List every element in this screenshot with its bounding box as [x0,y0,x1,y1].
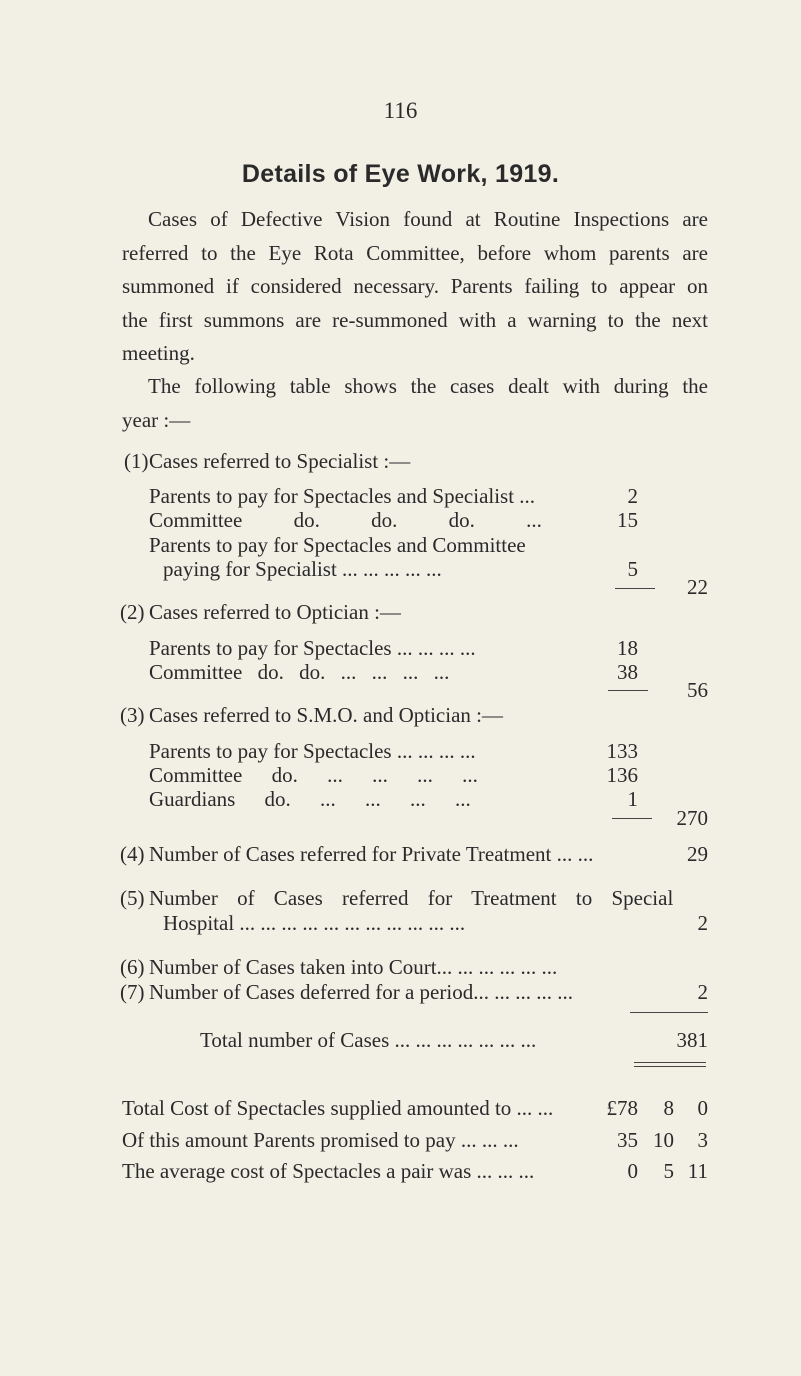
section-1-row-label: paying for Specialist ... ... ... ... ... [163,557,442,581]
cost-pence: 3 [697,1128,708,1152]
section-1-row-value: 2 [627,484,638,508]
intro-line: referred to the Eye Rota Committee, before whom parents are [122,240,708,265]
section-2-marker: (2) [120,600,145,624]
section-3-heading: Cases referred to S.M.O. and Optician :— [149,703,503,727]
section-3-row-value: 1 [627,787,638,811]
total-label: Total number of Cases ... ... ... ... ... ... ... [200,1028,537,1052]
table-intro-line: year :— [122,407,191,432]
subtotal-rule [615,588,655,589]
table-intro-paragraph [122,370,708,437]
cost-shillings: 10 [653,1128,674,1152]
section-7-marker: (7) [120,980,145,1004]
section-2-row-value: 18 [617,636,638,660]
section-2-row-label: Committee do. do. ... ... ... ... [149,660,450,684]
cost-shillings: 5 [663,1159,674,1183]
intro-line: Cases of Defective Vision found at Routine Inspections are [148,207,708,231]
cost-pence: 0 [697,1096,708,1120]
intro-line: summoned if considered necessary. Parents failing to appear on [122,274,708,298]
page-number: 116 [383,98,418,123]
cost-pounds: 0 [627,1159,638,1183]
cost-pounds: £78 [606,1096,638,1120]
section-1-row-label: Parents to pay for Spectacles and Specialist ... [149,484,536,508]
section-7-text: Number of Cases deferred for a period... ... ... ... ... [149,980,573,1004]
section-1-row-label: Parents to pay for Spectacles and Committee [149,533,526,557]
section-1-subtotal: 22 [687,575,708,599]
section-6-marker: (6) [120,955,145,979]
section-4-marker: (4) [120,842,145,866]
section-2-row-value: 38 [617,660,638,684]
section-3-subtotal: 270 [676,806,708,830]
section-1-row-value: 15 [617,508,638,532]
cost-label: Total Cost of Spectacles supplied amounted to ... ... [122,1096,554,1120]
intro-line: meeting. [122,341,195,365]
cost-shillings: 8 [663,1096,674,1120]
page-title: Details of Eye Work, 1919. [241,160,560,188]
section-2-heading: Cases referred to Optician :— [149,600,401,624]
subtotal-rule [608,690,648,691]
cost-label: The average cost of Spectacles a pair was ... ... ... [122,1159,535,1183]
section-3-row-label: Committee do. ... ... ... ... [149,763,478,787]
section-1-heading: Cases referred to Specialist :— [149,449,411,473]
section-4-text: Number of Cases referred for Private Treatment ... ... [149,842,594,866]
section-7-value: 2 [697,980,708,1004]
section-5-text-continued: Hospital ... ... ... ... ... ... ... ... ... ... ... [163,911,466,935]
section-5-text: Number of Cases referred for Treatment to Special [149,886,674,910]
section-1-row-label: Committee do. do. do. ... [149,508,542,532]
double-rule-bottom [634,1066,706,1067]
total-value: 381 [676,1028,708,1052]
cost-pounds: 35 [617,1128,638,1152]
section-3-row-label: Guardians do. ... ... ... ... [149,787,471,811]
section-2-subtotal: 56 [687,678,708,702]
section-3-row-value: 136 [606,763,638,787]
section-3-row-value: 133 [606,739,638,763]
section-3-row-label: Parents to pay for Spectacles ... ... ... ... [149,739,476,763]
section-5-marker: (5) [120,886,145,910]
intro-paragraph [122,203,708,371]
cost-pence: 11 [687,1159,708,1183]
section-6-text: Number of Cases taken into Court... ... ... ... ... ... [149,955,558,979]
total-rule [630,1012,708,1013]
double-rule-top [634,1062,706,1063]
intro-line: the first summons are re-summoned with a warning to the next [122,307,708,332]
section-3-marker: (3) [120,703,145,727]
subtotal-rule [612,818,652,819]
cost-label: Of this amount Parents promised to pay ... ... ... [122,1128,519,1152]
section-2-row-label: Parents to pay for Spectacles ... ... ... ... [149,636,476,660]
section-4-value: 29 [687,842,708,866]
section-1-row-value: 5 [627,557,638,581]
table-intro-line: The following table shows the cases dealt with during the [148,374,708,398]
section-5-value: 2 [697,911,708,935]
section-1-marker: (1) [124,449,149,473]
